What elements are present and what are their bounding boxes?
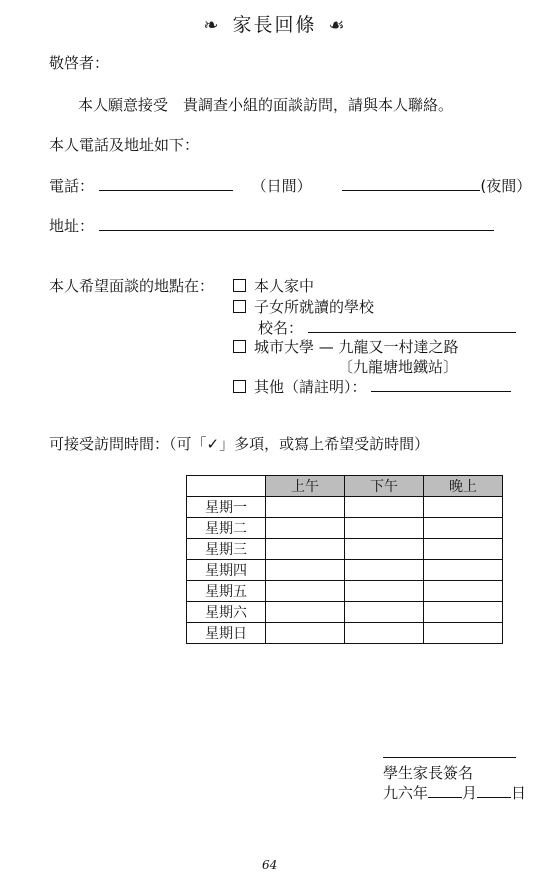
day-label: 星期六	[187, 602, 266, 623]
table-row	[187, 602, 503, 623]
time-cell[interactable]	[345, 539, 424, 560]
day-label: 星期一	[187, 497, 266, 518]
table-header-row	[187, 476, 503, 497]
date-row	[383, 782, 526, 803]
time-cell[interactable]	[345, 602, 424, 623]
time-cell[interactable]	[424, 539, 503, 560]
page-number: 64	[262, 858, 278, 872]
checkbox[interactable]	[233, 300, 246, 313]
option-city-university[interactable]	[233, 336, 459, 357]
phone-day-field[interactable]	[99, 189, 233, 191]
day-label: （日間）	[251, 177, 312, 195]
time-cell[interactable]	[424, 581, 503, 602]
flourish-right-icon: ☙	[328, 15, 347, 36]
availability-table	[186, 475, 503, 644]
table-row	[187, 623, 503, 644]
day-field[interactable]	[477, 796, 511, 798]
time-cell[interactable]	[266, 539, 345, 560]
day-label: 星期日	[187, 623, 266, 644]
time-cell[interactable]	[266, 560, 345, 581]
option-school[interactable]	[233, 296, 374, 317]
day-label: 星期三	[187, 539, 266, 560]
column-header: 下午	[345, 476, 424, 497]
phone-night-field[interactable]	[342, 189, 480, 191]
time-cell[interactable]	[266, 497, 345, 518]
mtr-station-note: 〔九龍塘地鐵站〕	[338, 358, 459, 376]
time-cell[interactable]	[345, 518, 424, 539]
phone-label: 電話：	[49, 177, 95, 195]
time-cell[interactable]	[424, 560, 503, 581]
time-cell[interactable]	[424, 518, 503, 539]
greeting: 敬啓者：	[49, 54, 110, 72]
location-heading: 本人希望面談的地點在：	[49, 277, 215, 295]
form-title	[0, 10, 550, 37]
time-cell[interactable]	[424, 497, 503, 518]
signature-line[interactable]	[383, 756, 516, 758]
address-label: 地址：	[49, 217, 95, 235]
day-label: 星期二	[187, 518, 266, 539]
option-label: 其他（請註明）：	[254, 378, 367, 396]
time-cell[interactable]	[266, 581, 345, 602]
phone-row	[49, 175, 531, 196]
option-label: 子女所就讀的學校	[254, 298, 375, 316]
option-label: 本人家中	[254, 277, 315, 295]
address-row	[49, 215, 494, 236]
column-header: 晚上	[424, 476, 503, 497]
address-field[interactable]	[99, 229, 494, 231]
form-title-text: 家長回條	[232, 14, 317, 36]
date-prefix: 九六年	[383, 784, 429, 802]
time-cell[interactable]	[424, 623, 503, 644]
table-row	[187, 581, 503, 602]
option-home[interactable]	[233, 275, 314, 296]
checkbox[interactable]	[233, 279, 246, 292]
month-label: 月	[462, 784, 478, 802]
month-field[interactable]	[428, 796, 462, 798]
time-heading: 可接受訪問時間：（可「✓」多項，或寫上希望受訪時間）	[49, 435, 430, 453]
table-row	[187, 539, 503, 560]
time-cell[interactable]	[266, 602, 345, 623]
checkbox[interactable]	[233, 380, 246, 393]
column-header: 上午	[266, 476, 345, 497]
contact-heading: 本人電話及地址如下：	[49, 136, 200, 154]
day-label: 星期四	[187, 560, 266, 581]
time-cell[interactable]	[345, 560, 424, 581]
flourish-left-icon: ❧	[203, 15, 221, 36]
time-cell[interactable]	[345, 623, 424, 644]
signature-label: 學生家長簽名	[383, 764, 474, 782]
day-label: 星期五	[187, 581, 266, 602]
table-row	[187, 497, 503, 518]
time-cell[interactable]	[266, 623, 345, 644]
other-field[interactable]	[371, 390, 511, 392]
school-name-field[interactable]	[308, 331, 516, 333]
night-label: (夜間）	[480, 177, 532, 195]
time-cell[interactable]	[424, 602, 503, 623]
table-row	[187, 560, 503, 581]
time-cell[interactable]	[345, 497, 424, 518]
school-name-row	[258, 317, 516, 338]
time-cell[interactable]	[266, 518, 345, 539]
day-suffix: 日	[511, 784, 527, 802]
intro-text: 本人願意接受 貴調查小組的面談訪問，請與本人聯絡。	[78, 96, 454, 114]
checkbox[interactable]	[233, 340, 246, 353]
table-row	[187, 518, 503, 539]
time-cell[interactable]	[345, 581, 424, 602]
option-other[interactable]	[233, 376, 511, 397]
school-name-label: 校名：	[258, 319, 304, 337]
option-label: 城市大學 — 九龍又一村達之路	[254, 338, 459, 356]
table-corner	[187, 476, 266, 497]
